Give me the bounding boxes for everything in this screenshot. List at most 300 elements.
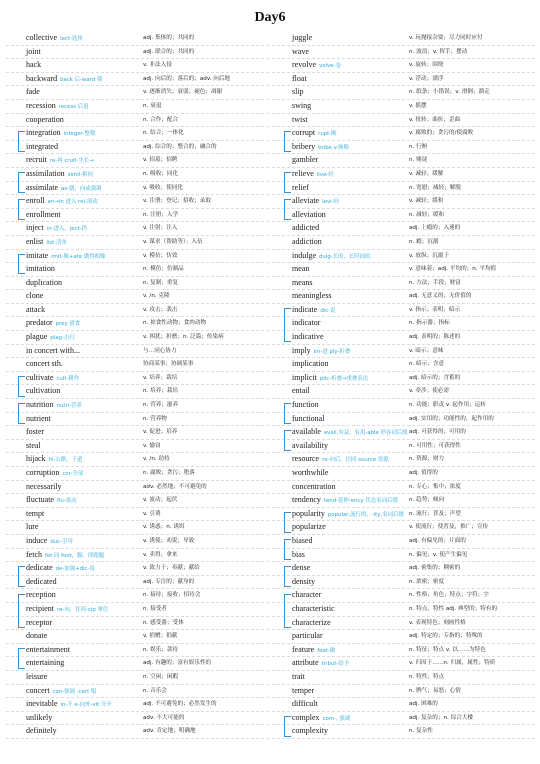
vocab-meaning: n. 资源；财力: [409, 456, 445, 463]
vocab-word: [292, 453, 389, 467]
vocab-meaning: n. 纸条；小错误；v. 滑倒；溜走: [409, 89, 490, 96]
etymology-note: duc-引导: [50, 538, 73, 545]
word-family-bracket: [284, 199, 291, 220]
word-text: implication: [292, 359, 329, 369]
vocab-meaning: v. 腐败的；贪污的/使腐败: [409, 130, 474, 137]
vocab-meaning: 协商某事；协调某事: [143, 361, 194, 368]
vocab-row: [272, 304, 535, 318]
vocab-row: [272, 263, 535, 277]
word-family-bracket: [284, 716, 291, 737]
word-text: indicator: [292, 318, 321, 328]
etymology-note: de-加强+dic-说: [55, 566, 95, 573]
word-text: steal: [26, 440, 41, 450]
vocab-word: [292, 86, 304, 99]
vocab-word: [292, 222, 319, 235]
etymology-note: in-进入，ject-扔: [46, 226, 88, 233]
word-text: means: [292, 277, 313, 287]
word-text: lure: [26, 522, 39, 532]
vocab-word: [26, 100, 89, 114]
vocab-word: [26, 671, 47, 684]
vocab-word: [26, 589, 56, 602]
vocab-meaning: n. 脾气；易怒；心情: [409, 687, 461, 694]
word-family-bracket: [18, 594, 25, 628]
vocab-row: [6, 290, 269, 304]
vocab-meaning: n. 娱乐；款待: [143, 646, 179, 653]
vocab-word: [292, 372, 368, 386]
vocab-meaning: v. 卖得；拿来: [143, 551, 178, 558]
vocab-meaning: n. 特征；特点 v. 以……为特色: [409, 646, 486, 653]
etymology-note: im-进 ply-折叠: [313, 348, 351, 355]
vocab-row: [6, 562, 269, 576]
vocab-meaning: adj. 暗示的；含蓄的: [409, 374, 461, 381]
vocab-word: [26, 494, 77, 508]
word-family-bracket: [18, 566, 25, 587]
vocab-word: [26, 467, 83, 481]
vocab-word: [26, 698, 112, 712]
vocab-row: [272, 698, 535, 712]
vocab-meaning: adj. 表明的；陈述的: [409, 334, 461, 341]
etymology-note: imit-像+ate 做得相像: [51, 253, 106, 260]
vocab-row: [6, 657, 269, 671]
word-text: addiction: [292, 236, 322, 246]
word-text: donate: [26, 631, 48, 641]
etymology-note: com-, 强调: [322, 715, 351, 722]
vocab-meaning: n. 感受器；受体: [143, 619, 184, 626]
vocab-row: [272, 725, 535, 739]
vocab-row: [6, 467, 269, 481]
vocab-row: [272, 521, 535, 535]
vocab-row: [272, 222, 535, 236]
vocab-word: [292, 698, 318, 711]
vocab-word: [26, 426, 44, 439]
vocab-meaning: n. 行贿: [409, 143, 428, 150]
vocab-row: [6, 86, 269, 100]
word-text: inevitable: [26, 699, 58, 709]
word-text: character: [292, 590, 322, 600]
etymology-note: en→in 进入 rol-滚动: [47, 199, 98, 206]
vocab-meaning: v. /n. 劫持: [143, 456, 170, 463]
etymology-note: flu-流动: [56, 498, 77, 505]
word-text: fade: [26, 87, 40, 97]
vocab-word: [292, 236, 322, 249]
vocab-meaning: v. 引诱: [143, 510, 161, 517]
word-text: gambler: [292, 155, 319, 165]
vocab-row: [6, 494, 269, 508]
vocab-word: [292, 59, 341, 73]
vocab-meaning: v. 意味着；adj. 平均的；n. 平均值: [409, 266, 497, 273]
vocab-word: [26, 32, 83, 46]
vocab-word: [292, 182, 309, 195]
etymology-note: prey 猎食: [55, 321, 81, 328]
vocab-row: [6, 317, 269, 331]
vocab-word: [26, 372, 79, 386]
etymology-note: in-不 e-向外-vit 分开: [60, 702, 112, 709]
etymology-note: re-向，往回-cip 拿住: [56, 606, 109, 613]
vocab-word: [26, 345, 80, 358]
vocab-row: [6, 603, 269, 617]
vocab-word: [292, 263, 309, 276]
vocab-meaning: n. 专心；集中；浓度: [409, 483, 461, 490]
vocab-meaning: v. 归因于……n. 归属，属性；特质: [409, 660, 496, 667]
etymology-note: bribe v.贿赂: [318, 144, 349, 151]
vocab-word: [292, 304, 336, 318]
vocab-row: [6, 141, 269, 155]
vocab-row: [6, 535, 269, 549]
vocab-meaning: adj. 复杂的；n. 综合大楼: [409, 714, 473, 721]
vocab-word: [26, 263, 55, 276]
vocab-word: [26, 141, 58, 154]
vocab-meaning: n. 模仿；仿制品: [143, 266, 184, 273]
vocab-word: [26, 644, 70, 657]
vocab-meaning: n. 瘾；沉溺: [409, 238, 439, 245]
vocab-meaning: v. 谋求（帮助等）；入伍: [143, 238, 203, 245]
vocab-meaning: adj. 实用的；功能性的，起作用的: [409, 415, 494, 422]
word-text: collective: [26, 33, 58, 42]
vocab-row: [6, 508, 269, 522]
etymology-note: plag-击打: [50, 335, 75, 342]
word-text: alleviation: [292, 209, 326, 219]
word-text: dedicated: [26, 576, 57, 586]
vocab-word: [26, 222, 87, 236]
vocab-meaning: v. 减轻；缓和: [409, 198, 444, 205]
right-word-column: [272, 32, 535, 739]
word-text: clone: [26, 291, 44, 301]
etymology-note: list 清单: [46, 239, 67, 246]
vocab-word: [292, 426, 408, 440]
vocab-row: [6, 685, 269, 699]
vocab-meaning: n. 复制；重复: [143, 279, 179, 286]
vocab-meaning: n. 趋势；倾向: [409, 497, 445, 504]
word-text: revolve: [292, 60, 316, 70]
vocab-word: [292, 725, 328, 738]
vocab-word: [26, 508, 44, 521]
vocab-word: [26, 209, 61, 222]
vocab-word: [292, 277, 312, 290]
vocab-meaning: adj. 向后的；落后的；adv. 向后地: [143, 75, 231, 82]
vocab-row: [272, 440, 535, 454]
word-text: nutrient: [26, 413, 51, 423]
word-text: entertaining: [26, 658, 65, 668]
vocab-word: [26, 453, 82, 467]
vocab-row: [6, 154, 269, 168]
vocab-row: [272, 59, 535, 73]
word-text: attribute: [292, 658, 319, 668]
word-text: fluctuate: [26, 495, 54, 505]
vocab-meaning: v. 诱惑；n. 诱饵: [143, 524, 185, 531]
vocab-meaning: adj. 联合的；共同的: [143, 48, 195, 55]
word-text: hack: [26, 60, 42, 70]
etymology-note: volve-卷: [319, 63, 341, 70]
vocab-meaning: n. 空闲；闲暇: [143, 673, 179, 680]
vocab-meaning: v. 扭转；曲折；歪曲: [409, 116, 461, 123]
vocab-row: [272, 399, 535, 413]
vocab-word: [26, 250, 105, 264]
word-text: tempt: [26, 508, 45, 518]
vocab-meaning: n. 特性；特点: [409, 673, 445, 680]
vocab-word: [26, 549, 104, 563]
vocab-row: [272, 209, 535, 223]
vocab-row: [6, 399, 269, 413]
word-text: backward: [26, 73, 58, 83]
vocab-meaning: n. 注册；入学: [143, 211, 179, 218]
vocab-meaning: n. 衰退: [143, 102, 162, 109]
vocab-meaning: n. 可用性；可获得性: [409, 442, 461, 449]
vocab-row: [272, 535, 535, 549]
vocab-meaning: adj. 集体的；共同的: [143, 35, 195, 41]
word-text: meaningless: [292, 291, 332, 301]
word-family-bracket: [284, 539, 291, 560]
vocab-word: [292, 250, 370, 264]
vocab-row: [6, 617, 269, 631]
word-family-bracket: [18, 376, 25, 397]
vocab-word: [292, 331, 324, 344]
vocab-meaning: v. 表现特色；刻画性格: [409, 619, 466, 626]
word-text: biased: [292, 535, 313, 545]
vocab-row: [272, 617, 535, 631]
vocab-word: [26, 725, 57, 738]
vocab-row: [6, 589, 269, 603]
vocab-word: [292, 209, 326, 222]
vocab-row: [6, 725, 269, 739]
word-family-bracket: [18, 172, 25, 193]
vocab-word: [26, 712, 52, 725]
vocab-row: [272, 481, 535, 495]
vocab-row: [272, 290, 535, 304]
vocab-row: [272, 195, 535, 209]
vocab-word: [26, 399, 82, 413]
word-text: integrated: [26, 141, 58, 151]
word-text: concert sth.: [26, 359, 63, 369]
vocab-word: [292, 290, 332, 303]
vocab-meaning: 与…同心协力: [143, 347, 177, 354]
vocab-row: [6, 453, 269, 467]
word-text: enroll: [26, 196, 45, 206]
vocab-row: [6, 426, 269, 440]
word-text: leisure: [26, 671, 48, 681]
etymology-note: nutri-营养: [56, 403, 82, 410]
vocab-meaning: n. 接受者: [143, 605, 167, 612]
vocab-row: [272, 494, 535, 508]
word-text: necessarily: [26, 481, 62, 491]
vocab-word: [292, 630, 323, 643]
word-text: swing: [292, 100, 312, 110]
vocab-meaning: v. 使流行；使普及，推广；宣传: [409, 524, 489, 531]
vocab-meaning: v. 牵涉；使必需: [409, 388, 449, 395]
word-text: indicate: [292, 304, 318, 314]
vocab-word: [26, 413, 51, 426]
word-text: slip: [292, 87, 304, 97]
vocab-row: [6, 46, 269, 60]
etymology-note: re-再 cruit-生长→: [49, 158, 94, 165]
vocab-word: [26, 290, 43, 303]
vocab-word: [26, 46, 41, 59]
vocab-word: [292, 32, 312, 45]
word-text: imitation: [26, 264, 55, 274]
vocab-row: [6, 263, 269, 277]
word-family-bracket: [284, 512, 291, 533]
vocab-meaning: n. 方法；手段；财富: [409, 279, 461, 286]
word-text: recession: [26, 100, 56, 110]
vocab-meaning: v. 模仿；仿效: [143, 252, 178, 259]
vocab-word: [292, 508, 404, 522]
vocab-word: [292, 521, 326, 534]
vocab-meaning: n. 复杂性: [409, 728, 433, 735]
word-text: popularity: [292, 508, 325, 518]
word-text: indulge: [292, 250, 316, 260]
vocab-row: [272, 385, 535, 399]
vocab-meaning: v. 吸收；使同化: [143, 184, 183, 191]
vocab-word: [292, 358, 328, 371]
vocab-word: [292, 589, 321, 602]
vocab-meaning: adj. 综合的；整合的；融合的: [143, 143, 217, 150]
vocab-meaning: v. 波动；起伏: [143, 497, 178, 504]
vocab-row: [6, 277, 269, 291]
vocab-word: [292, 413, 324, 426]
vocab-word: [26, 114, 64, 127]
vocab-word: [292, 168, 334, 182]
vocab-row: [6, 114, 269, 128]
vocab-row: [272, 46, 535, 60]
vocab-row: [272, 657, 535, 671]
vocab-row: [272, 644, 535, 658]
vocab-row: [6, 576, 269, 590]
word-text: complexity: [292, 726, 328, 736]
word-text: particular: [292, 631, 323, 641]
vocab-meaning: v. 注射；注入: [143, 225, 178, 232]
vocab-meaning: n. 营养；滋养: [143, 402, 179, 409]
vocab-word: [26, 331, 75, 345]
vocab-row: [6, 331, 269, 345]
vocab-meaning: n. 接待；接收；招待会: [143, 592, 201, 599]
vocab-row: [272, 86, 535, 100]
word-text: hijack: [26, 454, 46, 464]
vocab-word: [26, 168, 93, 182]
vocab-row: [6, 549, 269, 563]
vocab-word: [292, 345, 350, 359]
vocab-meaning: n. 营养物: [143, 415, 167, 422]
word-text: relieve: [292, 168, 314, 178]
vocab-meaning: n. 音乐会: [143, 687, 167, 694]
word-family-bracket: [18, 131, 25, 152]
vocab-meaning: n. 流行；普及；声望: [409, 510, 461, 517]
vocab-row: [272, 508, 535, 522]
vocab-row: [272, 250, 535, 264]
vocab-meaning: adj. 无意义的；无价值的: [409, 293, 472, 300]
word-text: plague: [26, 332, 48, 342]
vocab-word: [26, 304, 45, 317]
vocab-meaning: adv. 必然地；不可避免的: [143, 483, 207, 490]
vocab-word: [26, 576, 57, 589]
vocab-meaning: adj. 密集的；稠密的: [409, 565, 461, 572]
vocab-word: [292, 141, 349, 155]
word-text: dense: [292, 563, 311, 573]
vocab-row: [6, 222, 269, 236]
vocab-meaning: n. 腐败；贪污；堕落: [143, 470, 195, 476]
vocab-row: [272, 154, 535, 168]
vocab-word: [26, 277, 62, 290]
word-text: recruit: [26, 155, 47, 165]
vocab-word: [26, 521, 38, 534]
word-text: corruption: [26, 468, 60, 477]
vocab-row: [6, 209, 269, 223]
vocab-meaning: adj. 值得的: [409, 470, 438, 476]
vocab-meaning: n. 特点，特性 adj. 典型的；特有的: [409, 605, 498, 612]
vocab-word: [26, 154, 94, 168]
vocab-row: [272, 32, 535, 46]
vocab-row: [6, 304, 269, 318]
word-text: difficult: [292, 699, 318, 709]
vocab-row: [272, 114, 535, 128]
vocab-meaning: adv. 肯定地；明确地: [143, 728, 196, 735]
word-text: twist: [292, 114, 308, 124]
word-text: attack: [26, 304, 46, 314]
vocab-meaning: n. 培养；栽培: [143, 388, 179, 395]
word-family-bracket: [284, 594, 291, 628]
vocab-word: [292, 440, 328, 453]
vocab-meaning: n. 性格；角色；特点；字符；字: [409, 592, 489, 599]
vocab-meaning: v. 注册；登记；招收；录取: [143, 198, 211, 205]
word-text: bribery: [292, 141, 316, 151]
vocab-word: [26, 195, 98, 209]
vocab-meaning: adj. 不可避免的；必然发生的: [143, 701, 217, 708]
word-text: in concert with...: [26, 345, 80, 355]
vocab-row: [272, 630, 535, 644]
vocab-row: [6, 73, 269, 87]
etymology-note: cult-耕作: [56, 375, 80, 382]
vocab-row: [6, 168, 269, 182]
vocab-meaning: v. 诱使；劝说；导致: [143, 537, 195, 544]
vocab-meaning: n. 合作；配合: [143, 116, 179, 123]
vocab-row: [272, 331, 535, 345]
word-text: popularize: [292, 522, 326, 532]
word-text: tendency: [292, 495, 321, 505]
word-text: characterize: [292, 617, 331, 627]
word-text: float: [292, 73, 307, 83]
word-text: cooperation: [26, 114, 64, 124]
word-text: enlist: [26, 236, 44, 246]
word-family-bracket: [284, 430, 291, 451]
etymology-note: recess 后退: [58, 103, 89, 110]
etymology-note: re-向后，往回 source 资源: [322, 457, 389, 464]
vocab-row: [272, 127, 535, 141]
word-text: indicative: [292, 332, 324, 342]
vocab-word: [26, 562, 95, 576]
word-family-bracket: [284, 131, 291, 152]
word-text: availability: [292, 440, 328, 450]
vocab-row: [272, 426, 535, 440]
vocab-row: [6, 671, 269, 685]
vocab-word: [292, 603, 335, 616]
word-text: juggle: [292, 33, 312, 42]
vocab-row: [6, 385, 269, 399]
word-text: assimilate: [26, 182, 58, 192]
vocab-row: [272, 712, 535, 726]
vocab-row: [6, 59, 269, 73]
word-family-bracket: [18, 403, 25, 424]
word-text: addicted: [292, 223, 320, 233]
word-text: functional: [292, 413, 325, 423]
page-title: Day6: [254, 10, 286, 25]
vocab-row: [272, 467, 535, 481]
vocab-meaning: v. 摇摆: [409, 102, 427, 109]
vocab-meaning: n. 浓密；密度: [409, 578, 445, 585]
vocab-meaning: v. 促进；培养: [143, 429, 178, 436]
word-text: unlikely: [26, 712, 53, 722]
vocab-row: [6, 644, 269, 658]
vocab-row: [6, 32, 269, 46]
vocab-word: [292, 481, 336, 494]
vocab-row: [272, 236, 535, 250]
